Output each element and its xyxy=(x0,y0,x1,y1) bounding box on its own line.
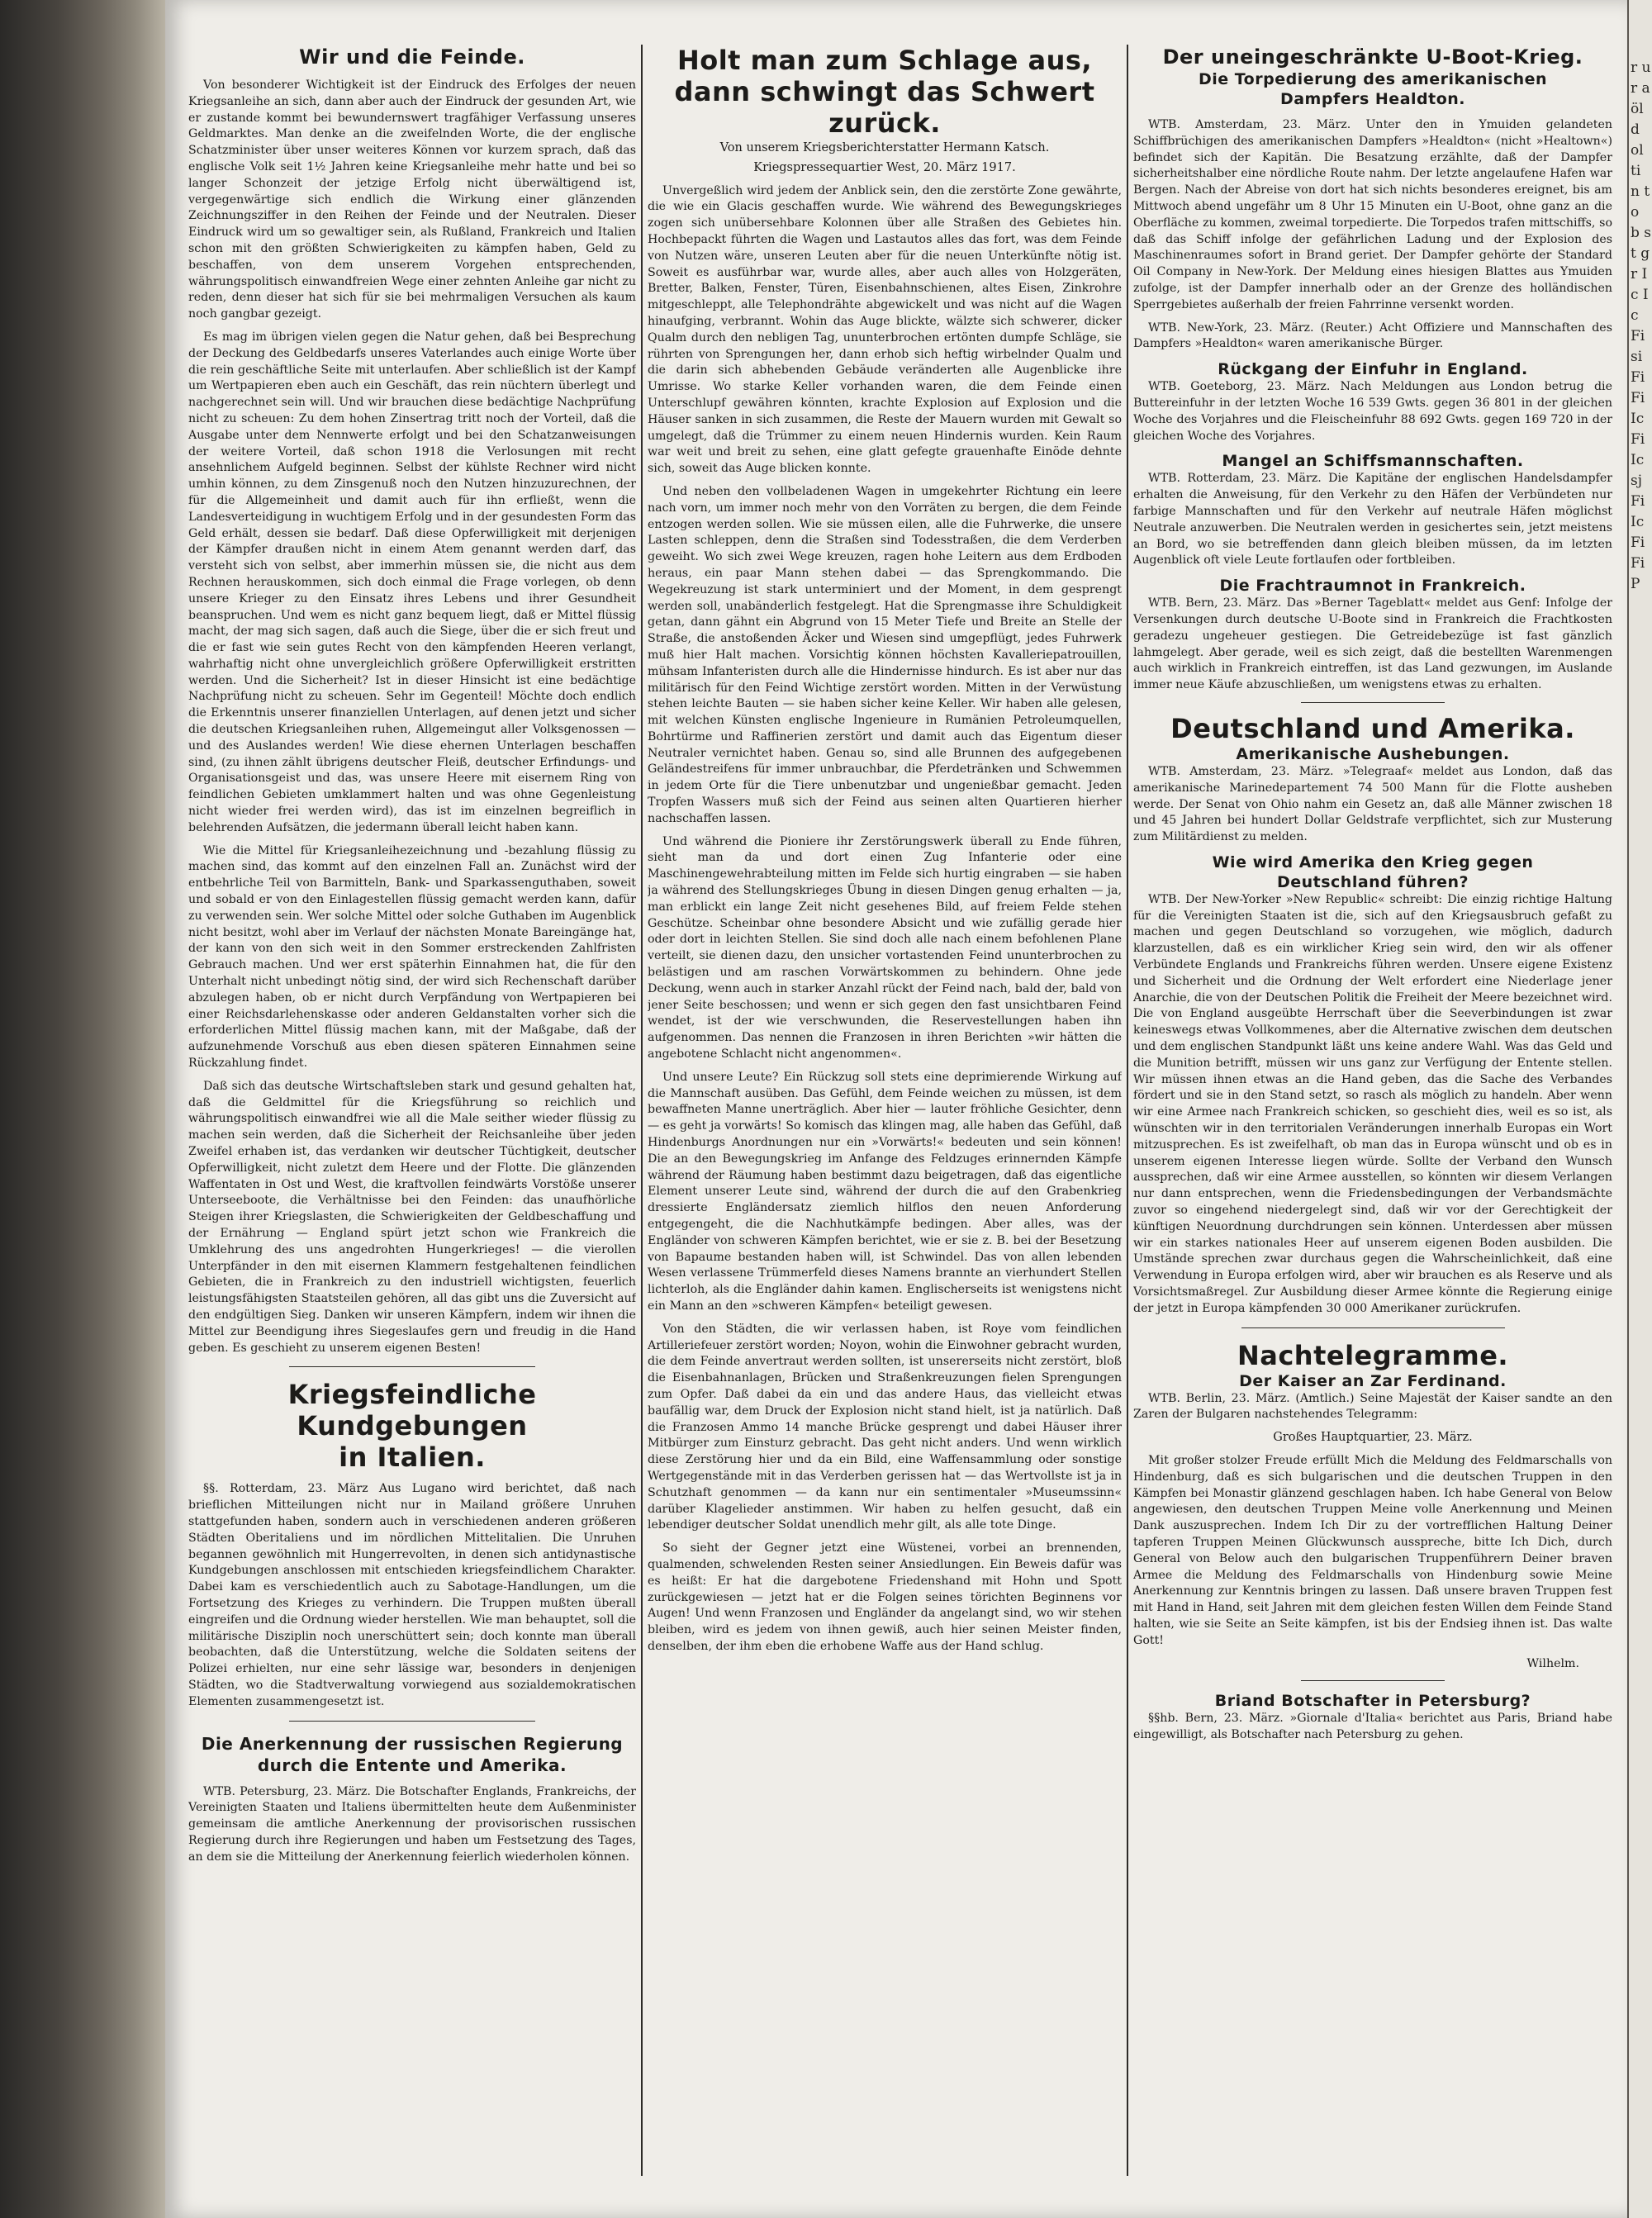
article-paragraph: WTB. Amsterdam, 23. März. »Telegraaf« meldet aus London, daß das amerikanische Marinedepartement 74 500 Mann für die Flotte ausheben werde. Der Senat von Ohio nahm ein Gesetz an, daß alle Männer zwischen 18 und 45 Jahren bei hundert Dollar Geldstrafe verpflichtet, sich zur Musterung zum Militärdienst zu melden. xyxy=(1133,764,1612,844)
article-mangel-schiffsmannschaften xyxy=(1133,451,1612,569)
article-paragraph: WTB. Bern, 23. März. Das »Berner Tageblatt« meldet aus Genf: Infolge der Versenkungen durch deutsche U-Boote sind in Frankreich die Frachtkosten geradezu ungeheuer gestiegen. Die Getreidebezüge ist fast gänzlich lahmgelegt. Aber gerade, weil es sich zeigt, daß die bestellten Warenmengen auch wirklich in Frankreich eintreffen, ist das Land gezwungen, im Auslande immer neue Käufe abzuschließen, um wenigstens etwas zu erhalten. xyxy=(1133,596,1612,692)
article-paragraph: WTB. New-York, 23. März. (Reuter.) Acht Offiziere und Mannschaften des Dampfers »Healdton« waren amerikanische Bürger. xyxy=(1133,321,1612,351)
article-paragraph: Von besonderer Wichtigkeit ist der Eindruck des Erfolges der neuen Kriegsanleihe an sich, dann aber auch der Eindruck der gesunden Art, wie er zustande kommt bei bewundernswert tragfähiger Verfassung unseres Geldmarktes. Man denke an die zweifelnden Worte, die der englische Schatzminister über unser weiteres Können vor kurzem sprach, daß das englische Volk seit 1½ Jahren keine Kriegsanleihe mehr hatte und bei so langer Schonzeit der jetzige Erfolg nicht überwältigend ist, vergegenwärtige sich endlich die Wirkung einer glänzenden Zeichnungsziffer in den Reihen der Feinde und der Neutralen. Dieser Eindruck wird um so gewaltiger sein, als Rußland, Frankreich und Italien schon mit den größten Schwierigkeiten zu kämpfen haben, Geld zu beschaffen, von dem unserem Vorgehen entsprechenden, währungspolitisch einwandfreien Wege einer zehnten Anleihe gar nicht zu reden, denn dieser hat sich für sie bei mehrmaligen Versuchen als kaum noch gangbar gezeigt. xyxy=(188,78,636,321)
article-paragraph: So sieht der Gegner jetzt eine Wüstenei, vorbei an brennenden, qualmenden, schwelenden Resten seiner Ansiedlungen. Ein Beweis dafür was es heißt: Er hat die dargebotene Friedenshand mit Hohn und Spott zurückgewiesen — jetzt hat er die Folgen seines törichten Beginnens vor Augen! Und wenn Franzosen und Engländer da angelangt sind, wo wir stehen bleiben, wird es jedem von ihnen gewiß, auch hier seinen Meister finden, denselben, der ihm eben die erhobene Waffe aus der Hand schlug. xyxy=(648,1541,1122,1653)
article-nachttelegramme xyxy=(1133,1340,1612,1673)
article-paragraph: WTB. Petersburg, 23. März. Die Botschafter Englands, Frankreichs, der Vereinigten Staaten und Italiens übermittelten heute dem Außenminister gemeinsam die amtliche Anerkennung der provisorischen russischen Regierung durch ihre Regierungen und haben um Festsetzung des Tages, an dem sie die Mitteilung der Anerkennung feierlich wiederholen können. xyxy=(188,1784,636,1864)
article-frachtraumnot xyxy=(1133,576,1612,694)
article-headline: Wir und die Feinde. xyxy=(299,45,525,69)
article-paragraph: Daß sich das deutsche Wirtschaftsleben stark und gesund gehalten hat, daß die Geldmittel für die Kriegsführung so reichlich und währungspolitisch einwandfrei wie all die Male seither wieder flüssig zu machen sein werden, daß die Sicherheit der Reichsanleihe über jeden Zweifel erhaben ist, das verdanken wir deutscher Tüchtigkeit, deutscher Opferwilligkeit, nicht zuletzt dem Heere und der Flotte. Die glänzenden Waffentaten in Ost und West, die kraftvollen feindwärts Vorstöße unserer Unterseeboote, die Verhältnisse bei den Feinden: das unaufhörliche Steigen ihrer Kriegslasten, die Schwierigkeiten der Geldbeschaffung und der Ernährung — England spürt jetzt schon wie Frankreich die Umklehrung des uns angedrohten Hungerkrieges! — die vierollen Unterpfänder in den mit eisernen Klammern festgehaltenen feindlichen Gebieten, die in Frankreich zu den industriell wichtigsten, feuerlich leistungsfähigsten Staatsteilen gehören, all das gibt uns die Zuversicht auf den endgültigen Sieg. Danken wir unseren Kämpfern, indem wir ihnen die Mittel zur Beendigung ihres Siegeslaufes gern und freudig in die Hand geben. Es geschieht zu unserem eigenen Besten! xyxy=(188,1079,636,1355)
article-wir-und-die-feinde xyxy=(188,45,636,1356)
article-byline: Von unserem Kriegsberichterstatter Hermann Katsch. xyxy=(719,141,1050,154)
column-rule-2 xyxy=(1127,45,1128,2176)
article-deutschland-und-amerika xyxy=(1133,713,1612,846)
article-separator xyxy=(289,1366,535,1367)
article-subheadline: Der Kaiser an Zar Ferdinand. xyxy=(1239,1371,1507,1390)
article-headline-line-2: in Italien. xyxy=(339,1441,486,1474)
article-paragraph: Es mag im übrigen vielen gegen die Natur gehen, daß bei Besprechung der Deckung des Geldbedarfs unseres Vaterlandes auch einige Worte über die rein geschäftliche Seite mit unterlaufen. Aber schließlich ist der Kampf um Wertpapieren eben auch ein Geschäft, das rein nüchtern überlegt und nachgerechnet sein will. Und wir brauchen diese bedächtige Nachprüfung nicht zu scheuen: Zu dem hohen Zinsertrag tritt noch der Vorteil, daß die Ausgabe unter dem Nennwerte erfolgt und bei den Schatzanweisungen der weitere Vorteil, daß schon 1918 die Verlosungen mit recht ansehnlichem Aufgeld beginnen. Selbst der kühlste Rechner wird nicht umhin können, zu dem Zinsgenuß noch den Nutzen hinzuzurechnen, der für die Allgemeinheit und damit auch für ihn erfließt, wenn die Landesverteidigung in wuchtigem Erfolg und in der gesundesten Form das Geld erhält, dessen sie bedarf. Daß diese Opferwilligkeit mit derjenigen der Kämpfer draußen nicht in einem Atem genannt werden darf, das versteht sich von selbst, aber immerhin müssen sie, die nicht aus dem Rechnen herauskommen, sich doch einmal die Frage vorlegen, ob denn unsere Krieger zu den Einsatz ihres Lebens und ihrer Gesundheit beanspruchen. Und wem es nicht ganz bequem liegt, daß er Mittel flüssig macht, der mag sich sagen, daß auch die Siege, über die er sich freut und die er fast wie sein gutes Recht von den kämpfenden Heeren verlangt, wahrhaftig nicht ohne unvergleichlich größere Opferwilligkeit erstritten werden. Und die Sicherheit? Ist in dieser Hinsicht ist eine bedächtige Nachprüfung nicht zu scheuen. Sehr im Gegenteil! Möchte doch endlich die Erkenntnis unserer finanziellen Unterlagen, auf denen jetzt und sicher die deutschen Kriegsanleihen ruhen, Allgemeingut aller Volksgenossen — und des Auslandes werden! Wie diese ehernen Unterlagen beschaffen sind, (zu ihnen zählt übrigens deutscher Fleiß, deutscher Erfindungs- und Organisationsgeist und das, was unsere Heere mit eisernem Ring von feindlichen Gebieten umklammert halten und was ohne Gegenleistung nicht wieder frei werden wird), das ist im einzelnen begreiflich in belehrenden Aufsätzen, die jedermann überall leicht haben kann. xyxy=(188,330,636,834)
article-headline: Briand Botschafter in Petersburg? xyxy=(1214,1692,1531,1711)
article-headline: Der uneingeschränkte U-Boot-Krieg. xyxy=(1162,45,1583,69)
article-headline: Mangel an Schiffsmannschaften. xyxy=(1222,452,1524,471)
article-headline-line-1: Holt man zum Schlage aus, xyxy=(676,45,1093,76)
article-paragraph: Und während die Pioniere ihr Zerstörungswerk überall zu Ende führen, sieht man da und dort einen Zug Infanterie oder eine Maschinengewehrabteilung mitten im Felde sich hurtig eingraben — sie haben ja während des Stellungskrieges Übung in diesen Dingen genug erhalten — ja, man erblickt ein lange Zeit nicht gesehenes Bild, auf freiem Felde stehen Geschütze. Scheinbar ohne besondere Absicht und wie zufällig gerade hier oder dort in leichten Stellen. Sie sind doch alle nach einem befohlenen Plane verteilt, sie dienen dazu, den unsicher vortastenden Feind ununterbrochen zu belästigen und am raschen Vorwärtskommen zu behindern. Ohne jede Deckung, wenn auch in starker Anzahl rückt der Feind nach, bald der, bald von jener Seite beschossen; und wenn er sich gegen den fast unsichtbaren Feind wendet, ist der wie verschwunden, die Reservestellungen haben ihn aufgenommen. Das nennen die Franzosen in ihren Berichten »wir hätten die angebotene Schlacht nicht angenommen«. xyxy=(648,834,1122,1062)
article-separator xyxy=(289,1721,535,1722)
article-headline-line-2: Deutschland führen? xyxy=(1276,872,1469,891)
article-paragraph: Und unsere Leute? Ein Rückzug soll stets eine deprimierende Wirkung auf die Mannschaft ausüben. Das Gefühl, dem Feinde weichen zu müssen, ist dem bewaffneten Manne unerträglich. Aber hier — lauter fröhliche Gesichter, denn — es geht ja vorwärts! So komisch das klingen mag, alle haben das Gefühl, daß Hindenburgs Anordnungen nur ein »Vorwärts!« bedeuten und sein können! Die an den Bewegungskrieg im Anfange des Feldzuges erinnernden Kämpfe während der Räumung haben bestimmt dazu beigetragen, daß das eigentliche Element unserer Leute sind, während der durch die auf den Grabenkrieg dressierte Engländersatz ziemlich hilflos den neuen Anforderung entgegengeht, die die Nachhutkämpfe bedingen. Aber alles, was der Engländer von schweren Kämpfen berichtet, wie er sie z. B. bei der Besetzung von Bapaume bestanden haben will, ist Schwindel. Das von allen lebenden Wesen verlassene Trümmerfeld dieses Namens brannte an vierhundert Stellen lichterloh, als die Engländer dahin kamen. Englischerseits ist wenigstens nicht ein Mann an den »schweren Kämpfen« beteiligt gewesen. xyxy=(648,1070,1122,1313)
article-paragraph: WTB. Der New-Yorker »New Republic« schreibt: Die einzig richtige Haltung für die Vereinigten Staaten ist die, sich auf den Kriegsausbruch gefaßt zu machen und gegen Deutschland so vorzugehen, wie möglich, dadurch klarzustellen, daß es ein wirklicher Krieg sein wird, den wir als offener Verbündete Englands und Frankreichs führen werden. Unsere eigene Existenz und Sicherheit und die Ordnung der Welt erfordert eine Niederlage jener Anarchie, die von der Deutschen Politik die Freiheit der Meere bezeichnet wird. Die von England ausgeübte Herrschaft über die Seeverbindungen ist zwar keineswegs etwas Vollkommenes, aber die Alternative zwischen dem deutschen und dem englischen Standpunkt läßt uns keine andere Wahl. Was das Geld und die Munition betrifft, müssen wir uns ganz zur Verfügung der Entente stellen. Wir müssen ihnen etwas an die Hand geben, das die Sache des Verbandes fördert und sie in den Stand setzt, so rasch als möglich zu handeln. Aber wenn wir eine Armee nach Frankreich schicken, so geschieht dies, weil es so ist, als wünschten wir in den territorialen Veränderungen innerhalb Europas ein Wort mitzusprechen. Es ist zweifelhaft, ob man das in Europa wünscht und ob es in unserem eigenen Interesse liegen würde. Sollte der Verband den Wunsch aussprechen, daß wir eine Armee ausstellen, so könnten wir diesem Verlangen nur dann entsprechen, wenn die Friedensbedingungen der Verbandsmächte zuvor so eingehend niedergelegt sind, daß wir vor der Gerechtigkeit der künftigen Neuordnung durchdrungen sein können. Unterdessen aber müssen wir ein starkes nationales Heer auf unserem eigenen Boden ausbilden. Die Umstände sprechen zwar durchaus gegen die Wahrscheinlichkeit, daß eine Verwendung in Europa erfolgen wird, aber wir brauchen es als Reserve und als Vorsichtsmaßregel. Zur Ausbildung dieser Armee könnte die Regierung einige der jetzt in Europa kämpfenden 30 000 Amerikaner zurückrufen. xyxy=(1133,892,1612,1315)
column-3 xyxy=(1133,45,1612,2176)
article-separator xyxy=(1241,1327,1505,1328)
column-2 xyxy=(648,45,1122,2176)
article-headline: Deutschland und Amerika. xyxy=(1170,712,1575,744)
article-u-boot-krieg xyxy=(1133,45,1612,353)
adjacent-page-edge xyxy=(1627,0,1652,2218)
article-paragraph: Wie die Mittel für Kriegsanleihezeichnung und -bezahlung flüssig zu machen sind, das kommt auf den einzelnen Fall an. Zunächst wird der entbehrliche Teil von Barmitteln, Bank- und Sparkassenguthaben, soweit und sobald er von den Einlagestellen flüssig gemacht werden kann, dafür zu verwenden sein. Wer solche Mittel oder solche Guthaben im Augenblick nicht besitzt, wohl aber im Verlauf der nächsten Monate Bareingänge hat, der kann von den sich weit in den Sommer erstreckenden Zahlfristen Gebrauch machen. Und wer erst späterhin Einnahmen hat, die für den Unterhalt nicht unbedingt nötig sind, der wird sich Rechenschaft darüber abzulegen haben, ob er nicht durch Verpfändung von Wertpapieren bei einer Reichsdarlehenskasse oder anderen Geldanstalten vorher sich die erforderlichen Mittel flüssig machen kann, mit der Maßgabe, daß der aufzunehmende Vorschuß aus eben diesen späteren Einnahmen seine Rückzahlung findet. xyxy=(188,843,636,1071)
column-1 xyxy=(188,45,636,2176)
article-wie-wird-amerika-krieg-fuehren xyxy=(1133,853,1612,1318)
book-binding-shadow xyxy=(0,0,165,2218)
article-subheadline-line-1: Die Torpedierung des amerikanischen xyxy=(1198,70,1548,88)
article-headline-line-1: Wie wird Amerika den Krieg gegen xyxy=(1212,853,1534,872)
article-headline: Die Frachtraumnot in Frankreich. xyxy=(1219,577,1526,596)
article-headline-line-1: Kriegsfeindliche Kundgebungen xyxy=(287,1379,537,1442)
article-paragraph: Mit großer stolzer Freude erfüllt Mich die Meldung des Feldmarschalls von Hindenburg, daß es sich bulgarischen und die deutschen Truppen in den Kämpfen bei Monastir glänzend geschlagen haben. Ich habe General von Below angewiesen, den deutschen Truppen Meine volle Anerkennung und Meinen Dank auszusprechen. Indem Ich Dir zu der vortrefflichen Haltung Deiner tapferen Truppen Meinen Glückwunsch ausspreche, bitte Ich Dich, durch General von Below auch den bulgarischen Truppenführern Deiner braven Armee die Meldung des Feldmarschalls von Hindenburg sowie Meine Anerkennung zur Kenntnis bringen zu lassen. Daß unsere braven Truppen fest mit Hand in Hand, seit Jahren mit dem gleichen festen Willen dem Feinde Stand halten, wie sie Seite an Seite kämpfen, ist bis der Endsieg ihnen ist. Das walte Gott! xyxy=(1133,1454,1612,1647)
article-paragraph: WTB. Amsterdam, 23. März. Unter den in Ymuiden gelandeten Schiffbrüchigen des amerikanischen Dampfers »Healdton« (nicht »Healtown«) befindet sich der Kapitän. Die Besatzung erzählte, daß der Dampfer sicherheitshalber eine nördliche Route nahm. Der letzte angelaufene Hafen war Bergen. Nach der Abreise von dort hat sich nichts besonderes ereignet, bis am Mittwoch abend ungefähr um 8 Uhr 15 Minuten ein U-Boot, ohne ganz an die Oberfläche zu kommen, zweimal torpedierte. Die Torpedos trafen mittschiffs, so daß das Schiff infolge der gefährlichen Ladung und der Explosion des Maschinenraumes sofort in Brand geriet. Der Dampfer gehörte der Standard Oil Company in New-York. Der Meldung eines hiesigen Blattes aus Ymuiden zufolge, ist der Dampfer innerhalb oder an der Grenze des holländischen Sperrgebietes außerhalb der freien Fahrrinne versenkt worden. xyxy=(1133,118,1612,311)
article-paragraph: §§. Rotterdam, 23. März Aus Lugano wird berichtet, daß nach brieflichen Mitteilungen nicht nur in Mailand größere Unruhen stattgefunden haben, sondern auch in verschiedenen anderen größeren Städten Oberitaliens und im nördlichen Mittelitalien. Die Unruhen begannen gewöhnlich mit Hungerrevolten, in denen sich antidynastische Kundgebungen anschlossen mit entschieden kriegsfeindlichem Charakter. Dabei kam es verschiedentlich auch zu Sabotage-Handlungen, um die Fortsetzung des Krieges zu verhindern. Die Truppen mußten überall eingreifen und die Ordnung wieder herstellen. Wie man behauptet, soll die militärische Disziplin noch unerschüttert sein; doch konnte man überall beobachten, daß die Unterstützung, welche die Soldaten seitens der Polizei erhielten, nur eine sehr lässige war, besonders in denjenigen Städten, wo die Stadtverwaltung vorwiegend aus sozialdemokratischen Elementen zusammengesetzt ist. xyxy=(188,1482,636,1708)
article-separator xyxy=(1301,702,1445,703)
article-headline-line-2: dann schwingt das Schwert zurück. xyxy=(674,76,1095,139)
article-briand-botschafter xyxy=(1133,1691,1612,1744)
section-headline: Nachtelegramme. xyxy=(1237,1339,1509,1371)
article-paragraph: WTB. Berlin, 23. März. (Amtlich.) Seine Majestät der Kaiser sandte an den Zaren der Bulgaren nachstehendes Telegramm: xyxy=(1133,1391,1612,1422)
column-rule-1 xyxy=(641,45,643,2176)
article-headline-line-2: durch die Entente und Amerika. xyxy=(257,1755,567,1775)
article-rueckgang-einfuhr xyxy=(1133,359,1612,444)
article-paragraph: Und neben den vollbeladenen Wagen in umgekehrter Richtung ein leere nach vorn, um immer noch mehr von den Vorräten zu bergen, die dem Feinde entzogen werden sollen. Wie sie müssen eilen, alle die Fuhrwerke, die unsere Lasten schleppen, denn die Straßen sind Todesstraßen, die dem Verderben geweiht. Wo sich zwei Wege kreuzen, ragen hohe Leitern aus dem Erdboden heraus, ein paar Mann stehen dabei — das Sprengkommando. Die Wegekreuzung ist stark unterminiert und der Moment, in dem gesprengt werden soll, unabänderlich festgelegt. Hat die Sprengmasse ihre Schuldigkeit getan, dann gähnt ein Abgrund von 15 Meter Tiefe und Breite an Stelle der Straße, die anstoßenden Äcker und Wiesen sind umgepflügt, jedes Fuhrwerk muß hier Halt machen. Vorsichtig können höchsten Kavalleriepatrouillen, mühsam Infanteristen durch alle die Hindernisse hindurch. Es ist aber nur das militärisch für den Feind Wichtige zerstört worden. Mitten in der Verwüstung stehen leichte Bauten — sie haben sicher keine Keller. Wir haben alle gelesen, mit welchen Künsten englische Ingenieure in Rumänien Petroleumquellen, Bohrtürme und Raffinerien zerstört und damit auch das Eigentum dieser Neutraler vernichtet haben. Genau so, sind alle Brunnen des aufgegebenen Geländestreifens für immer unbrauchbar, die Pferdetränken und Schwemmen in jedem Orte für die Tiere unbenutzbar und ungenießbar gemacht. Jeden Tropfen Wassers muß sich der Feind aus seinen alten Quartieren hierher nachschaffen lassen. xyxy=(648,484,1122,825)
article-kriegsfeindliche-kundgebungen xyxy=(188,1379,636,1710)
article-dateline: Kriegspressequartier West, 20. März 1917. xyxy=(753,160,1016,174)
article-paragraph: WTB. Goeteborg, 23. März. Nach Meldungen aus London betrug die Buttereinfuhr in der letzten Woche 16 539 Gwts. gegen 36 801 in der gleichen Woche des Vorjahres und die Fleischeinfuhr 88 692 Gwts. gegen 169 720 in der gleichen Woche des Vorjahres. xyxy=(1133,380,1612,443)
article-paragraph: §§hb. Bern, 23. März. »Giornale d'Italia« berichtet aus Paris, Briand habe eingewilligt, als Botschafter nach Petersburg zu gehen. xyxy=(1133,1712,1612,1742)
article-paragraph: WTB. Rotterdam, 23. März. Die Kapitäne der englischen Handelsdampfer erhalten die Anweisung, für den Verkehr zu den Häfen der Verbündeten nur farbige Mannschaften und für den Verkehr auf neutrale Häfen möglichst Neutrale anzuwerben. Die Neutralen werden in gesichertes sein, jetzt meistens an Bord, wo sie betreffenden dann gleich bleiben müssen, da im letzten Augenblick oft viele Leute fortlaufen oder fortbleiben. xyxy=(1133,472,1612,568)
article-separator xyxy=(1301,1680,1445,1681)
article-anerkennung-russische-regierung xyxy=(188,1733,636,1866)
article-headline-line-1: Die Anerkennung der russischen Regierung xyxy=(201,1733,624,1754)
article-headline: Rückgang der Einfuhr in England. xyxy=(1218,360,1528,379)
telegram-dateline: Großes Hauptquartier, 23. März. xyxy=(1273,1431,1473,1445)
article-paragraph: Unvergeßlich wird jedem der Anblick sein, den die zerstörte Zone gewährte, die wie ein Glacis geschaffen wurde. Wie während des Bewegungskrieges zogen sich unübersehbare Kolonnen über alle Straßen des Gebietes hin. Hochbepackt führten die Wagen und Lastautos alles das fort, was dem Feinde von Nutzen wäre, unseren Leuten aber für die neuen Unterkünfte nötig ist. Soweit es ausführbar war, wurde alles, aber auch alles von Holzgeräten, Bretter, Balken, Fenster, Türen, Eisenbahnschienen, altes Eisen, Zinkrohre mitgeschleppt, alle Telephondrähte abgewickelt und was nicht auf die Wagen hinaufging, verbrannt. Wohin das Auge blickte, wälzte sich schwerer, dicker Qualm durch den nebligen Tag, ununterbrochen ertönten dumpfe Schläge, sie rührten von Sprengungen her, dann erhob sich heftig wirbelnder Qualm und die darin sich abhebenden Gebäude veränderten alle Augenblicke ihre Umrisse. Wo starke Keller vorhanden waren, die dem Feinde einen Unterschlupf gewähren könnten, krachte Explosion auf Explosion und die Häuser sanken in sich zusammen, die Reste der Mauern wurden mit Gewalt so umgelegt, daß die Trümmer zu einem neuen Hindernis wurden. Kein Raum war weit und breit zu sehen, eine glatt gefegte grauenhafte Einöde dehnte sich, soweit das Auge blicken konnte. xyxy=(648,183,1122,476)
article-subheadline: Amerikanische Aushebungen. xyxy=(1236,744,1510,763)
article-holt-man-zum-schlage-aus xyxy=(648,45,1122,1655)
article-paragraph: Von den Städten, die wir verlassen haben, ist Roye vom feindlichen Artilleriefeuer zerstört worden; Noyon, wohin die Einwohner gebracht wurden, die dem Feinde anvertraut werden sollten, ist unsererseits nicht zerstört, bloß die Eisenbahnanlagen, Brücken und Straßenkreuzungen fielen Sprengungen zum Opfer. Daß dabei da ein und das andere Haus, das vielleicht etwas baufällig war, dem Druck der Explosion nicht stand hielt, ist ja natürlich. Daß die Franzosen Ammo 14 manche Brücke gesprengt und dabei Häuser ihrer Mitbürger zum Einsturz gebracht. Das geht nicht anders. Und wenn wirklich diese Zerstörung hier und da ein Bild, eine Waffensammlung oder sonstige Wertgegenstände mit in das Verderben gerissen hat — das Wertvollste ist ja in Schutzhaft genommen — da kann nur ein sentimentaler »Museumssinn« darüber Klagelieder anstimmen. Wir haben zu helfen gesucht, daß ein lebendiger deutscher Soldat unendlich mehr gilt, als alle tote Dinge. xyxy=(648,1322,1122,1532)
telegram-signature: Wilhelm. xyxy=(1526,1656,1579,1670)
adjacent-page-fragment: r ur a öl d ol ti n to b st gr Ic Ic Fi si Fi Fi Ic Fi Ic sj Fi Ic Fi Fi P xyxy=(1631,59,1652,592)
article-subheadline-line-2: Dampfers Healdton. xyxy=(1279,90,1466,108)
